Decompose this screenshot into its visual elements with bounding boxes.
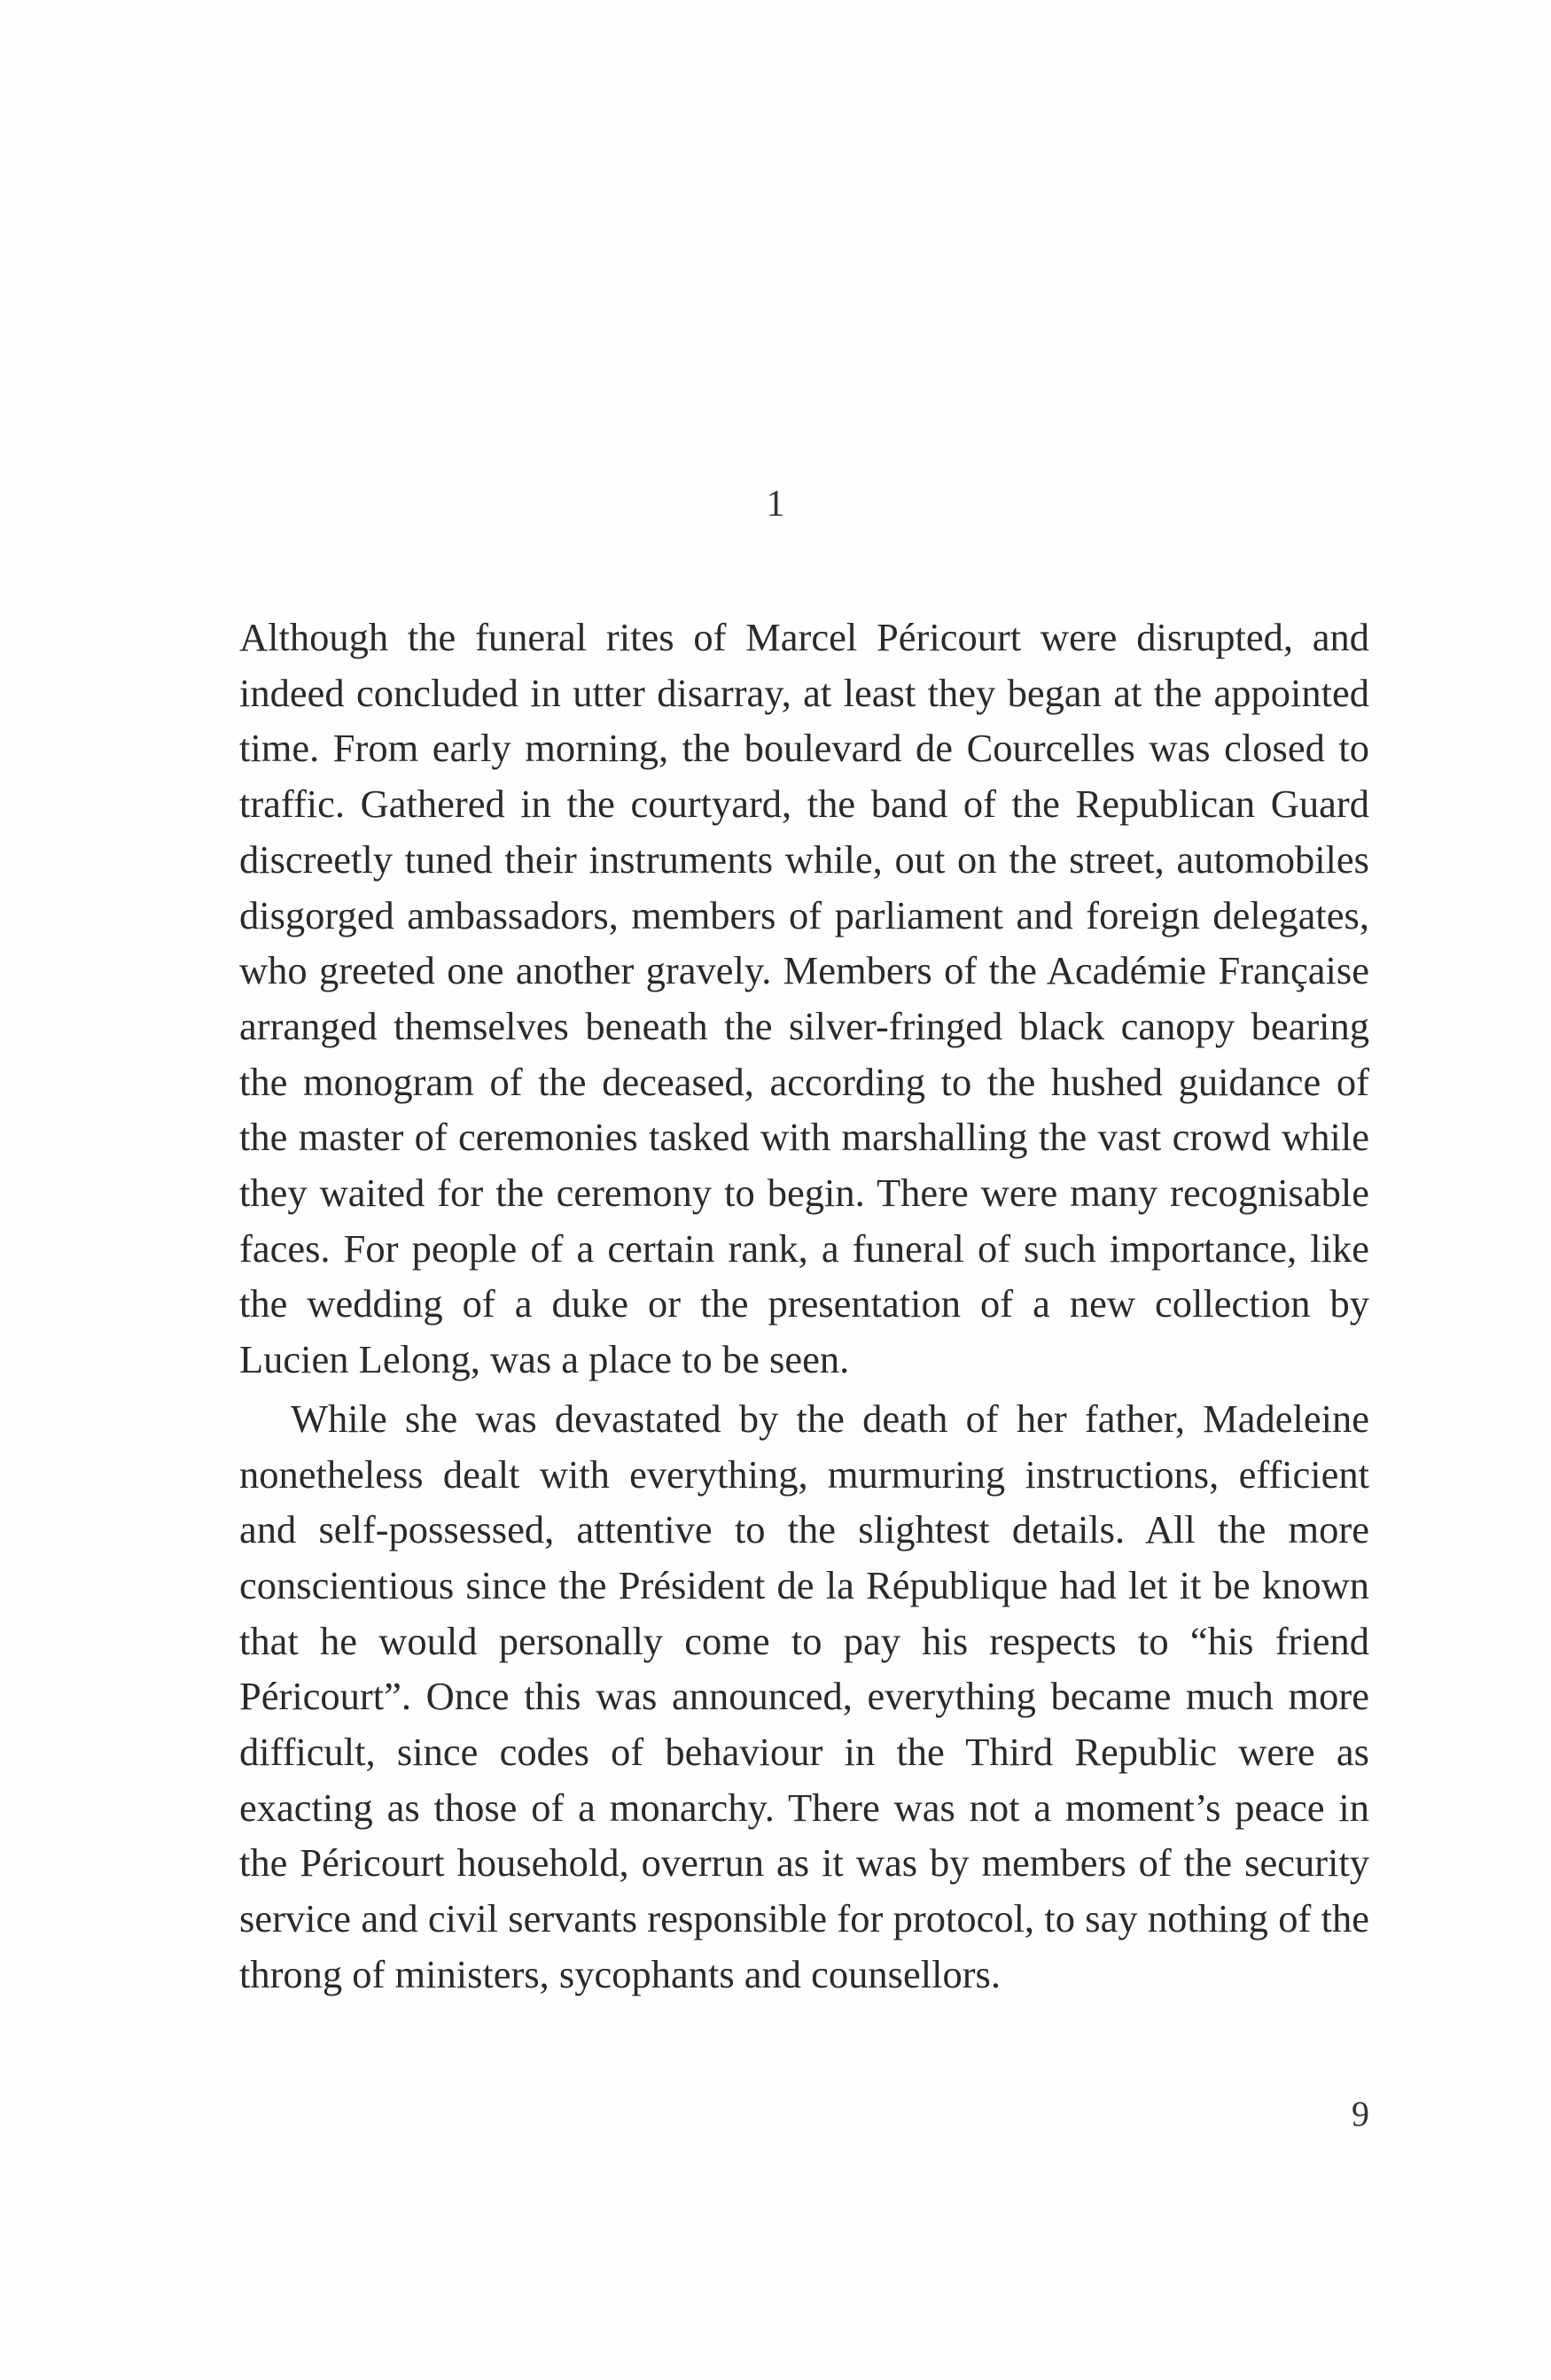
body-text	[239, 610, 1369, 2003]
paragraph-1: Although the funeral rites of Marcel Péricourt were disrupted, and indeed concluded in utter disarray, at least they began at the appointed time. From early morning, the boulevard de Courcelles was closed to traffic. Gathered in the courtyard, the band of the Republican Guard discreetly tuned their instruments while, out on the street, automobiles disgorged ambassadors, members of parliament and foreign delegates, who greeted one another gravely. Members of the Académie Française arranged themselves beneath the silver-fringed black canopy bearing the monogram of the deceased, according to the hushed guidance of the master of ceremonies tasked with marshalling the vast crowd while they waited for the ceremony to begin. There were many recognisable faces. For people of a certain rank, a funeral of such importance, like the wedding of a duke or the presentation of a new collection by Lucien Lelong, was a place to be seen.	[239, 615, 1369, 1382]
paragraph-2: While she was devastated by the death of her father, Madeleine nonetheless dealt with everything, murmuring instructions, efficient and self-possessed, attentive to the slightest details. All the more conscientious since the Président de la République had let it be known that he would personally come to pay his respects to “his friend Péricourt”. Once this was announced, everything became much more difficult, since codes of behaviour in the Third Republic were as exacting as those of a monarchy. There was not a moment’s peace in the Péricourt household, overrun as it was by members of the security service and civil servants responsible for protocol, to say nothing of the throng of ministers, sycophants and counsellors.	[239, 1396, 1369, 1996]
page-number: 9	[1352, 2094, 1369, 2134]
chapter-number: 1	[766, 484, 785, 525]
